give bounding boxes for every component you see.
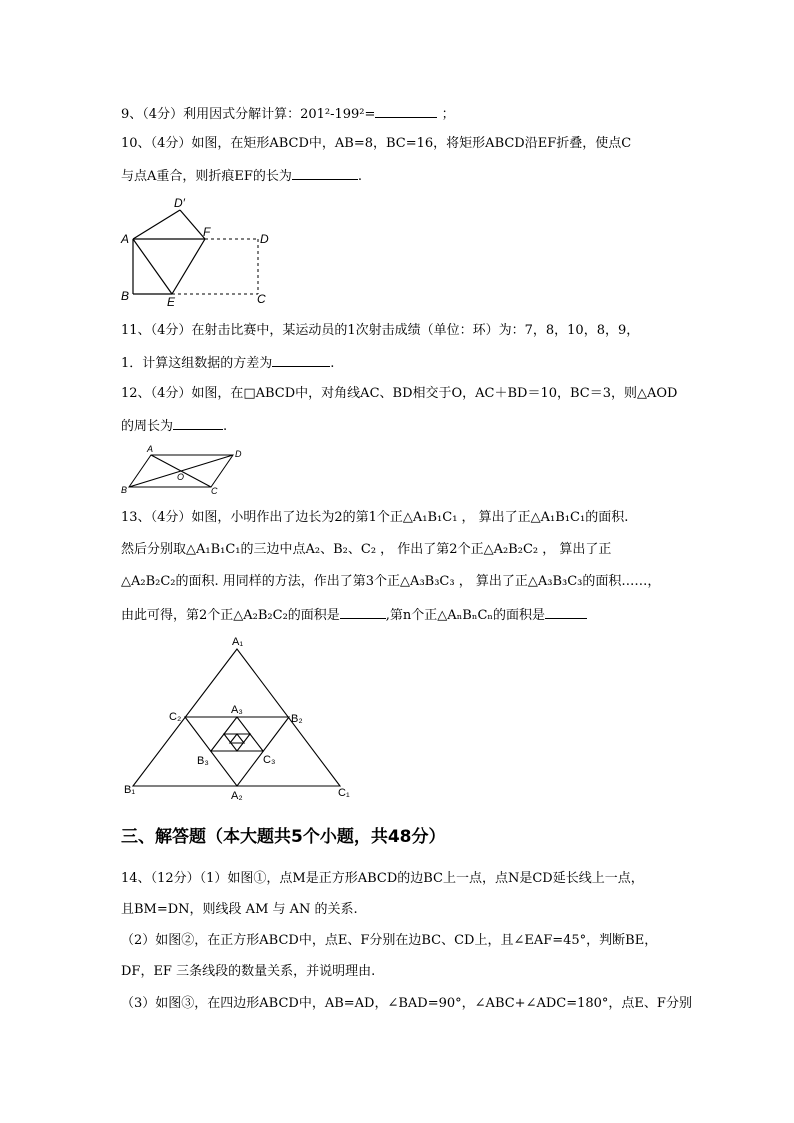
triangle-5 <box>230 734 244 743</box>
q14-line4 <box>121 963 375 981</box>
label-B: B <box>121 485 128 495</box>
question-number: 9 <box>121 107 130 122</box>
q11-line2 <box>121 353 334 373</box>
punctuation: . <box>223 419 228 434</box>
question-score: （4分） <box>150 136 192 151</box>
q14-line5 <box>121 995 692 1013</box>
question-text: 1．计算这组数据的方差为 <box>121 356 273 371</box>
q12-line1: 12、（4分）如图，在□ABCD中，对角线AC、BD相交于O，AC＋BD＝10，BC＝3，则△AOD <box>121 386 678 401</box>
answer-blank[interactable] <box>272 353 330 367</box>
question-text: （1）如图①，点M是正方形ABCD的边BC上一点，点N是CD延长线上一点， <box>199 871 644 886</box>
label-E: E <box>167 295 176 309</box>
triangle-A3B3C3 <box>211 717 263 751</box>
label-A2: A₂ <box>231 790 243 802</box>
q13-line1: 13、（4分）如图，小明作出了边长为2的第1个正△A₁B₁C₁ ， 算出了正△A₁B₁C₁的面积. <box>121 510 629 525</box>
label-A3: A₃ <box>231 704 243 716</box>
punctuation: . <box>330 356 335 371</box>
question-score: （4分） <box>142 107 184 122</box>
label-D-prime: D′ <box>174 196 185 210</box>
q14-line1: 14、（12分）（1）如图①，点M是正方形ABCD的边BC上一点，点N是CD延长线上一点， <box>121 871 644 886</box>
punctuation: ； <box>441 107 455 122</box>
question-text: 如图，在矩形ABCD中，AB=8，BC=16，将矩形ABCD沿EF折叠，使点C <box>191 136 632 151</box>
punctuation: . <box>357 169 363 184</box>
label-C: C <box>211 486 218 496</box>
question-score: （4分） <box>150 510 192 525</box>
question-number: 11 <box>121 323 138 338</box>
label-A: A <box>121 232 130 246</box>
question-number: 13 <box>121 510 138 525</box>
question-text: 且BM=DN，则线段 AM 与 AN 的关系. <box>121 902 358 917</box>
answer-blank-2[interactable] <box>545 605 587 619</box>
label-B1: B₁ <box>124 784 136 796</box>
label-D: D <box>260 232 269 246</box>
q13-line2 <box>121 541 611 559</box>
label-C2: C₂ <box>169 711 182 723</box>
q13-line4 <box>121 605 587 625</box>
side-AD-prime <box>133 210 180 239</box>
parallelogram-ABCD <box>129 455 233 487</box>
answer-blank[interactable] <box>173 416 223 430</box>
q11-line1: 11、（4分）在射击比赛中，某运动员的1次射击成绩（单位：环）为：7，8，10，8，9， <box>121 323 640 338</box>
question-score: （4分） <box>150 323 192 338</box>
question-text: 的周长为 <box>121 419 174 434</box>
question-number: 10 <box>121 136 138 151</box>
question-text: 与点A重合，则折痕EF的长为 <box>121 169 292 184</box>
question-text: 如图，在□ABCD中，对角线AC、BD相交于O，AC＋BD＝10，BC＝3，则△AOD <box>191 386 678 401</box>
answer-blank-1[interactable] <box>340 605 386 619</box>
q14-line3 <box>121 932 657 950</box>
triangle-A1B1C1 <box>133 649 340 786</box>
question-text: DF，EF 三条线段的数量关系，并说明理由. <box>121 964 376 979</box>
label-C3: C₃ <box>263 754 276 766</box>
question-score: （4分） <box>150 386 192 401</box>
triangle-A2B2C2 <box>185 717 289 786</box>
question-score: （12分） <box>150 871 200 886</box>
q14-line2 <box>121 901 358 919</box>
fold-line-EF <box>172 239 205 294</box>
label-F: F <box>203 225 211 239</box>
answer-blank[interactable] <box>292 166 358 180</box>
question-text: 利用因式分解计算：201²-199²= <box>183 107 376 122</box>
label-A1: A₁ <box>232 636 244 648</box>
side-D-prime-F <box>180 210 205 239</box>
question-text: 然后分别取△A₁B₁C₁的三边中点A₂、B₂、C₂ ， 作出了第2个正△A₂B₂C₂ ， 算出了正 <box>121 542 612 557</box>
label-C: C <box>257 292 266 306</box>
label-D: D <box>235 449 242 459</box>
side-AE <box>133 239 172 294</box>
question-text: 如图，小明作出了边长为2的第1个正△A₁B₁C₁ ， 算出了正△A₁B₁C₁的面积. <box>191 510 629 525</box>
section-heading: 三、解答题（本大题共5个小题，共48分） <box>121 827 446 847</box>
diagonal-BD <box>129 455 233 487</box>
label-B2: B₂ <box>291 713 303 725</box>
question-text: 在射击比赛中，某运动员的1次射击成绩（单位：环）为：7，8，10，8，9， <box>191 323 640 338</box>
q12-line2 <box>121 416 227 436</box>
q13-line3 <box>121 573 660 591</box>
question-text: 由此可得，第2个正△A₂B₂C₂的面积是 <box>121 608 340 623</box>
question-text: （2）如图②，在正方形ABCD中，点E、F分别在边BC、CD上，且∠EAF=45°，判断BE， <box>121 933 658 948</box>
label-B: B <box>121 289 130 303</box>
question-text: ,第n个正△AₙBₙCₙ的面积是 <box>385 608 546 623</box>
label-C1: C₁ <box>338 787 350 799</box>
q10-line2 <box>121 166 362 186</box>
question-number: 12 <box>121 386 138 401</box>
diagonal-AC <box>151 455 211 487</box>
answer-blank[interactable] <box>375 104 437 118</box>
question-text: △A₂B₂C₂的面积. 用同样的方法，作出了第3个正△A₃B₃C₃ ， 算出了正△A₃B₃C₃的面积……， <box>121 574 661 589</box>
triangle-4 <box>224 734 250 751</box>
label-B3: B₃ <box>197 755 209 767</box>
label-A: A <box>147 444 154 454</box>
question-text: （3）如图③，在四边形ABCD中，AB=AD，∠BAD=90°，∠ABC+∠ADC=180°，点E、F分别 <box>121 996 692 1011</box>
q10-line1: 10、（4分）如图，在矩形ABCD中，AB=8，BC=16，将矩形ABCD沿EF折叠，使点C <box>121 136 632 151</box>
question-number: 14 <box>121 871 138 886</box>
q9: 9、（4分）利用因式分解计算：201²-199²= ； <box>121 104 455 124</box>
label-O: O <box>177 472 185 482</box>
